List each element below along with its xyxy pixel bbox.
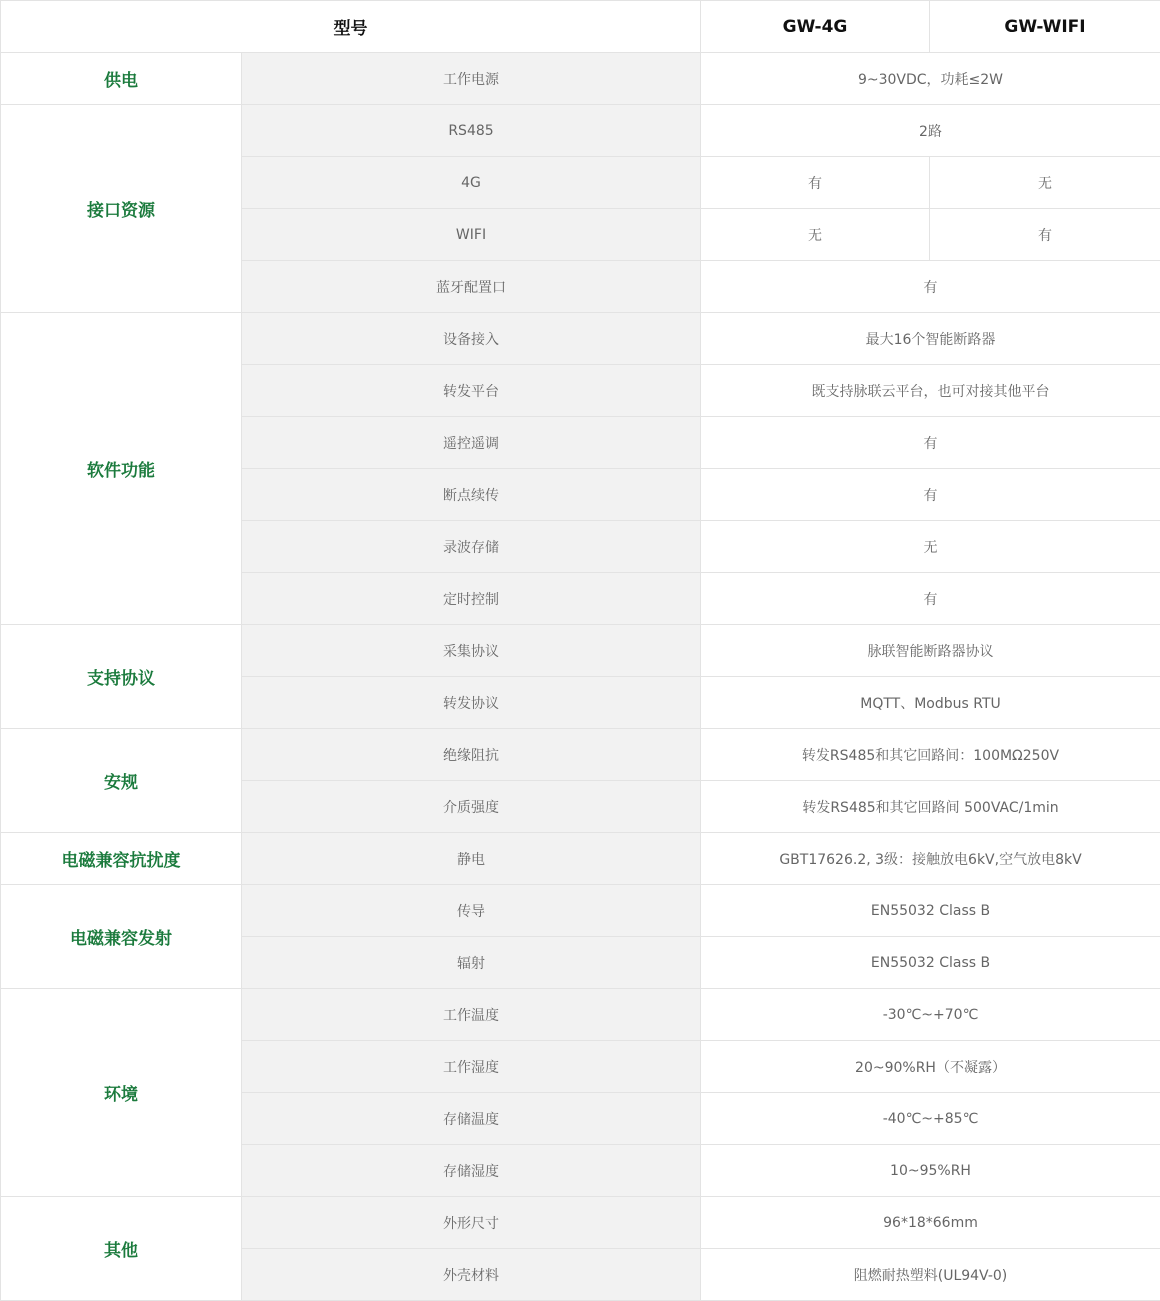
param-value: 无 bbox=[701, 521, 1160, 573]
param-label: WIFI bbox=[242, 209, 701, 261]
table-row bbox=[1, 625, 1160, 677]
param-value: 20~90%RH（不凝露） bbox=[701, 1041, 1160, 1093]
table-row bbox=[1, 313, 1160, 365]
category-other: 其他 bbox=[1, 1197, 242, 1301]
param-value: 96*18*66mm bbox=[701, 1197, 1160, 1249]
param-value: 9~30VDC，功耗≤2W bbox=[701, 53, 1160, 105]
param-label: 录波存储 bbox=[242, 521, 701, 573]
param-label: 存储温度 bbox=[242, 1093, 701, 1145]
param-label: 工作温度 bbox=[242, 989, 701, 1041]
param-value: 2路 bbox=[701, 105, 1160, 157]
param-value: -40℃~+85℃ bbox=[701, 1093, 1160, 1145]
param-label: RS485 bbox=[242, 105, 701, 157]
param-label: 辐射 bbox=[242, 937, 701, 989]
param-label: 传导 bbox=[242, 885, 701, 937]
param-value-gw-4g: 有 bbox=[701, 157, 930, 209]
param-label: 定时控制 bbox=[242, 573, 701, 625]
header-row bbox=[1, 1, 1160, 53]
param-value: GBT17626.2, 3级：接触放电6kV,空气放电8kV bbox=[701, 833, 1160, 885]
param-label: 4G bbox=[242, 157, 701, 209]
param-value: 最大16个智能断路器 bbox=[701, 313, 1160, 365]
table-row bbox=[1, 833, 1160, 885]
param-value: 转发RS485和其它回路间 500VAC/1min bbox=[701, 781, 1160, 833]
param-value-gw-wifi: 有 bbox=[930, 209, 1160, 261]
param-label: 设备接入 bbox=[242, 313, 701, 365]
param-label: 遥控遥调 bbox=[242, 417, 701, 469]
param-value: EN55032 Class B bbox=[701, 885, 1160, 937]
category-emc-emission: 电磁兼容发射 bbox=[1, 885, 242, 989]
param-label: 转发平台 bbox=[242, 365, 701, 417]
table-row bbox=[1, 989, 1160, 1041]
param-label: 采集协议 bbox=[242, 625, 701, 677]
table-row bbox=[1, 105, 1160, 157]
table-row bbox=[1, 53, 1160, 105]
param-label: 绝缘阻抗 bbox=[242, 729, 701, 781]
param-label: 工作电源 bbox=[242, 53, 701, 105]
param-label: 转发协议 bbox=[242, 677, 701, 729]
param-value: EN55032 Class B bbox=[701, 937, 1160, 989]
param-value-gw-wifi: 无 bbox=[930, 157, 1160, 209]
model-header: 型号 bbox=[1, 1, 701, 53]
table-row bbox=[1, 729, 1160, 781]
category-power: 供电 bbox=[1, 53, 242, 105]
param-value-gw-4g: 无 bbox=[701, 209, 930, 261]
param-label: 存储湿度 bbox=[242, 1145, 701, 1197]
category-software: 软件功能 bbox=[1, 313, 242, 625]
param-label: 静电 bbox=[242, 833, 701, 885]
model-a-header: GW-4G bbox=[701, 1, 930, 53]
param-label: 蓝牙配置口 bbox=[242, 261, 701, 313]
param-value: 10~95%RH bbox=[701, 1145, 1160, 1197]
param-value: 有 bbox=[701, 573, 1160, 625]
table-row bbox=[1, 885, 1160, 937]
param-value: 有 bbox=[701, 417, 1160, 469]
param-value: 有 bbox=[701, 261, 1160, 313]
category-safety: 安规 bbox=[1, 729, 242, 833]
param-label: 外壳材料 bbox=[242, 1249, 701, 1301]
param-value: 有 bbox=[701, 469, 1160, 521]
category-protocol: 支持协议 bbox=[1, 625, 242, 729]
param-value: 脉联智能断路器协议 bbox=[701, 625, 1160, 677]
category-environment: 环境 bbox=[1, 989, 242, 1197]
param-value: MQTT、Modbus RTU bbox=[701, 677, 1160, 729]
param-label: 工作湿度 bbox=[242, 1041, 701, 1093]
param-value: 转发RS485和其它回路间：100MΩ250V bbox=[701, 729, 1160, 781]
param-value: -30℃~+70℃ bbox=[701, 989, 1160, 1041]
table-row bbox=[1, 1197, 1160, 1249]
param-label: 外形尺寸 bbox=[242, 1197, 701, 1249]
model-b-header: GW-WIFI bbox=[930, 1, 1160, 53]
param-label: 介质强度 bbox=[242, 781, 701, 833]
category-interface: 接口资源 bbox=[1, 105, 242, 313]
param-label: 断点续传 bbox=[242, 469, 701, 521]
param-value: 阻燃耐热塑料(UL94V-0) bbox=[701, 1249, 1160, 1301]
category-emc-immunity: 电磁兼容抗扰度 bbox=[1, 833, 242, 885]
param-value: 既支持脉联云平台，也可对接其他平台 bbox=[701, 365, 1160, 417]
